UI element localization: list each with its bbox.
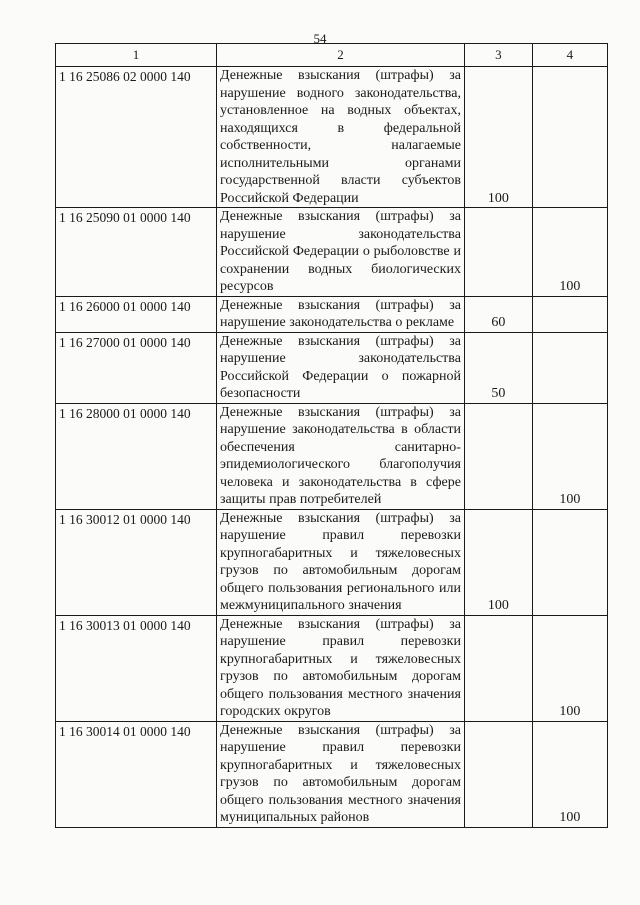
code-cell: 1 16 30013 01 0000 140 [56, 615, 217, 721]
col4-cell: 100 [532, 403, 607, 509]
description-cell: Денежные взыскания (штрафы) за нарушение правил перевозки крупногабаритных и тяжеловесных грузов по автомобильным дорогам общего пользования местного значения городских округов [217, 615, 465, 721]
table-row [56, 208, 608, 297]
table-row [56, 403, 608, 509]
code-cell: 1 16 27000 01 0000 140 [56, 332, 217, 403]
col4-cell: 100 [532, 615, 607, 721]
col3-cell [464, 615, 532, 721]
description-cell: Денежные взыскания (штрафы) за нарушение законодательства в области обеспечения санитарно-эпидемиологического благополучия человека и законодательства в сфере защиты прав потребителей [217, 403, 465, 509]
col3-cell [464, 403, 532, 509]
col3-cell: 100 [464, 67, 532, 208]
table-row [56, 332, 608, 403]
col4-cell [532, 332, 607, 403]
table-row [56, 67, 608, 208]
code-cell: 1 16 30014 01 0000 140 [56, 721, 217, 827]
col4-cell [532, 509, 607, 615]
col4-cell [532, 296, 607, 332]
column-header-3: 3 [464, 44, 532, 67]
table-row [56, 721, 608, 827]
description-cell: Денежные взыскания (штрафы) за нарушение законодательства Российской Федерации о пожарной безопасности [217, 332, 465, 403]
col4-cell: 100 [532, 721, 607, 827]
col3-cell [464, 721, 532, 827]
table-row [56, 509, 608, 615]
table-row [56, 615, 608, 721]
col3-cell: 50 [464, 332, 532, 403]
code-cell: 1 16 25086 02 0000 140 [56, 67, 217, 208]
column-header-4: 4 [532, 44, 607, 67]
code-cell: 1 16 30012 01 0000 140 [56, 509, 217, 615]
col4-cell [532, 67, 607, 208]
column-header-2: 2 [217, 44, 465, 67]
description-cell: Денежные взыскания (штрафы) за нарушение водного законодательства, установленное на водных объектах, находящихся в федеральной собственности, налагаемые исполнительными органами государственной власти субъектов Российской Федерации [217, 67, 465, 208]
col4-cell: 100 [532, 208, 607, 297]
col3-cell [464, 208, 532, 297]
col3-cell: 100 [464, 509, 532, 615]
code-cell: 1 16 26000 01 0000 140 [56, 296, 217, 332]
code-cell: 1 16 28000 01 0000 140 [56, 403, 217, 509]
description-cell: Денежные взыскания (штрафы) за нарушение законодательства Российской Федерации о рыболовстве и сохранении водных биологических ресурсов [217, 208, 465, 297]
table-row [56, 296, 608, 332]
col3-cell: 60 [464, 296, 532, 332]
budget-table [55, 43, 608, 828]
column-header-1: 1 [56, 44, 217, 67]
description-cell: Денежные взыскания (штрафы) за нарушение правил перевозки крупногабаритных и тяжеловесных грузов по автомобильным дорогам общего пользования местного значения муниципальных районов [217, 721, 465, 827]
description-cell: Денежные взыскания (штрафы) за нарушение законодательства о рекламе [217, 296, 465, 332]
table-header-row [56, 44, 608, 67]
description-cell: Денежные взыскания (штрафы) за нарушение правил перевозки крупногабаритных и тяжеловесных грузов по автомобильным дорогам общего пользования регионального или межмуниципального значения [217, 509, 465, 615]
page-number: 54 [313, 31, 327, 46]
code-cell: 1 16 25090 01 0000 140 [56, 208, 217, 297]
